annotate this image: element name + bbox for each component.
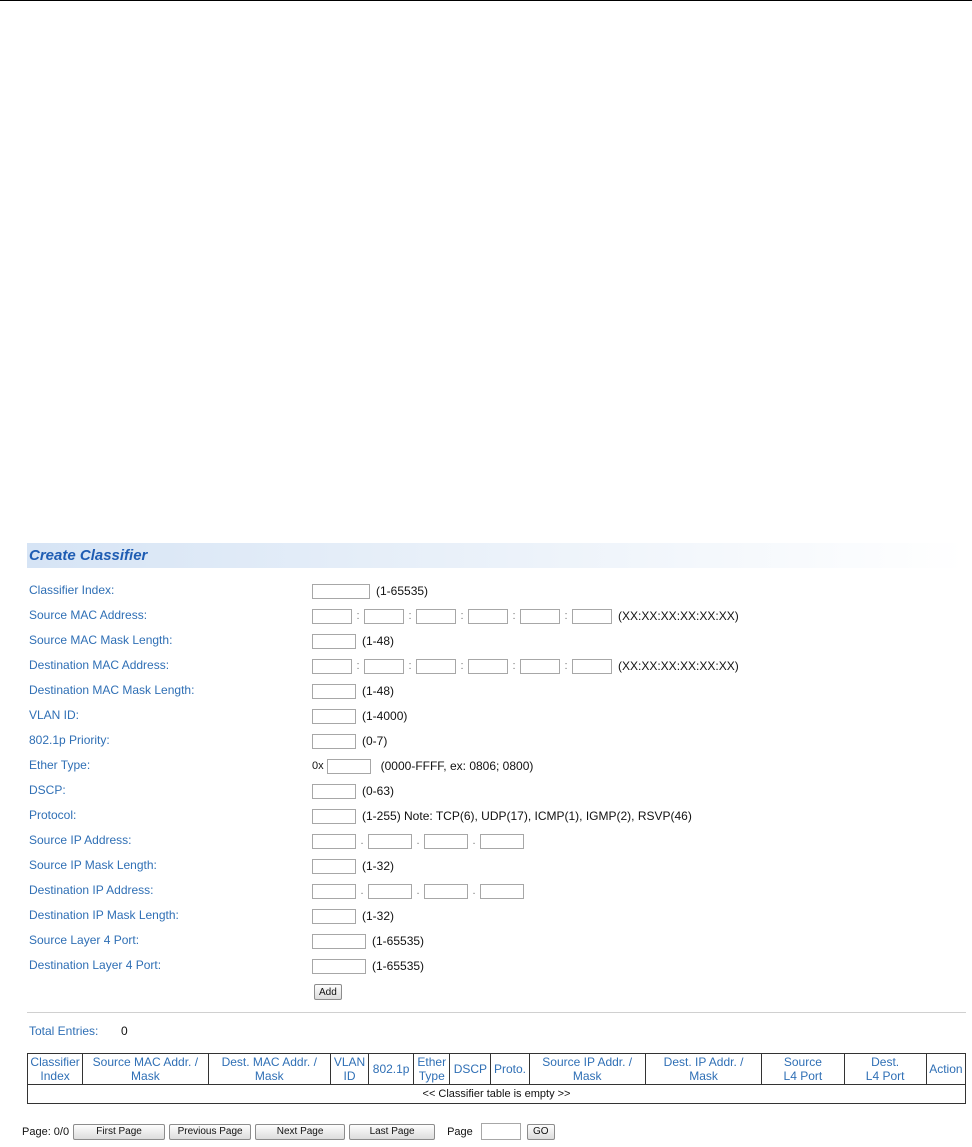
row-ether-type [0,755,972,777]
dest-ip-mask-label: Destination IP Mask Length: [29,908,179,922]
source-mac-hint: (XX:XX:XX:XX:XX:XX) [618,609,739,623]
source-mac-octet-5[interactable] [520,609,560,624]
mac-separator: : [564,610,568,622]
ip-separator: . [472,835,476,847]
ip-separator: . [416,835,420,847]
protocol-input[interactable] [312,809,356,824]
vlan-id-label: VLAN ID: [29,708,80,722]
vlan-id-input[interactable] [312,709,356,724]
source-ip-octet-3[interactable] [424,834,468,849]
source-mac-octet-4[interactable] [468,609,508,624]
dscp-label: DSCP: [29,783,66,797]
section-header [27,543,966,568]
col-vlan-id: VLAN ID [330,1054,368,1085]
dscp-input[interactable] [312,784,356,799]
row-source-l4-port [0,930,972,952]
mac-separator: : [460,660,464,672]
dest-ip-mask-input[interactable] [312,909,356,924]
ip-separator: . [416,885,420,897]
source-ip-mask-input[interactable] [312,859,356,874]
col-ether-type: Ether Type [414,1054,450,1085]
col-dest-ip: Dest. IP Addr. / Mask [645,1054,761,1085]
mac-separator: : [356,610,360,622]
mac-separator: : [356,660,360,672]
ip-separator: . [472,885,476,897]
previous-page-button[interactable]: Previous Page [169,1124,251,1140]
dest-ip-octet-3[interactable] [424,884,468,899]
source-mac-label: Source MAC Address: [29,608,148,622]
mac-separator: : [408,610,412,622]
dest-mac-octet-2[interactable] [364,659,404,674]
go-button[interactable]: GO [527,1124,555,1140]
source-mac-mask-input[interactable] [312,634,356,649]
table-row [28,1085,966,1104]
page-info: Page: 0/0 [22,1125,70,1138]
dest-ip-octet-2[interactable] [368,884,412,899]
page-label: Page [447,1125,473,1138]
row-dest-l4-port [0,955,972,977]
source-ip-octet-4[interactable] [480,834,524,849]
mac-separator: : [512,660,516,672]
dest-mac-octet-1[interactable] [312,659,352,674]
ip-separator: . [360,885,364,897]
source-l4-port-input[interactable] [312,934,366,949]
classifier-index-hint: (1-65535) [376,584,429,598]
ether-type-label: Ether Type: [29,758,91,772]
mac-separator: : [564,660,568,672]
col-dscp: DSCP [450,1054,491,1085]
total-entries-value: 0 [121,1024,128,1038]
dest-ip-octet-1[interactable] [312,884,356,899]
row-vlan-id [0,705,972,727]
section-divider [27,1012,966,1013]
first-page-button[interactable]: First Page [73,1124,165,1140]
col-dest-mac: Dest. MAC Addr. / Mask [208,1054,330,1085]
dest-ip-octet-4[interactable] [480,884,524,899]
dest-mac-label: Destination MAC Address: [29,658,170,672]
dest-l4-port-label: Destination Layer 4 Port: [29,958,162,972]
source-l4-port-hint: (1-65535) [372,934,425,948]
classifier-index-label: Classifier Index: [29,583,115,597]
source-ip-mask-hint: (1-32) [362,859,395,873]
source-ip-mask-label: Source IP Mask Length: [29,858,157,872]
dest-mac-octet-4[interactable] [468,659,508,674]
ip-separator: . [360,835,364,847]
row-protocol [0,805,972,827]
source-mac-mask-hint: (1-48) [362,634,395,648]
pagination-bar [22,1123,555,1140]
protocol-hint: (1-255) Note: TCP(6), UDP(17), ICMP(1), IGMP(2), RSVP(46) [362,809,692,823]
dest-mac-mask-hint: (1-48) [362,684,395,698]
col-8021p: 802.1p [369,1054,414,1085]
ether-type-hint: (0000-FFFF, ex: 0806; 0800) [380,759,534,773]
row-priority [0,730,972,752]
priority-input[interactable] [312,734,356,749]
dest-ip-mask-hint: (1-32) [362,909,395,923]
dscp-hint: (0-63) [362,784,395,798]
source-ip-label: Source IP Address: [29,833,132,847]
source-ip-octet-2[interactable] [368,834,412,849]
row-source-mac-mask [0,630,972,652]
mac-separator: : [512,610,516,622]
empty-table-message: << Classifier table is empty >> [28,1085,966,1104]
source-mac-mask-label: Source MAC Mask Length: [29,633,173,647]
row-dest-mac-mask [0,680,972,702]
row-source-ip [0,830,972,852]
dest-mac-mask-input[interactable] [312,684,356,699]
section-title: Create Classifier [29,547,148,564]
source-mac-octet-6[interactable] [572,609,612,624]
classifier-index-input[interactable] [312,584,370,599]
dest-mac-hint: (XX:XX:XX:XX:XX:XX) [618,659,739,673]
col-source-mac: Source MAC Addr. / Mask [83,1054,208,1085]
row-dest-ip-mask [0,905,972,927]
dest-l4-port-input[interactable] [312,959,366,974]
row-classifier-index [0,580,972,602]
top-border-line [0,0,972,1]
row-source-mac [0,605,972,627]
add-button[interactable]: Add [314,984,342,1000]
hex-prefix: 0x [312,760,324,772]
total-entries-label: Total Entries: [29,1024,99,1038]
source-ip-octet-1[interactable] [312,834,356,849]
dest-mac-octet-3[interactable] [416,659,456,674]
priority-label: 802.1p Priority: [29,733,110,747]
source-l4-port-label: Source Layer 4 Port: [29,933,140,947]
mac-separator: : [460,610,464,622]
dest-ip-label: Destination IP Address: [29,883,154,897]
source-mac-octet-3[interactable] [416,609,456,624]
dest-l4-port-hint: (1-65535) [372,959,425,973]
dest-mac-octet-5[interactable] [520,659,560,674]
source-mac-octet-1[interactable] [312,609,352,624]
last-page-button[interactable]: Last Page [349,1124,435,1140]
priority-hint: (0-7) [362,734,388,748]
ether-type-input[interactable] [327,759,371,774]
col-action: Action [926,1054,965,1085]
col-classifier-index: Classifier Index [28,1054,83,1085]
col-proto: Proto. [491,1054,529,1085]
page-number-input[interactable] [481,1123,521,1140]
row-source-ip-mask [0,855,972,877]
dest-mac-octet-6[interactable] [572,659,612,674]
row-dest-ip [0,880,972,902]
vlan-id-hint: (1-4000) [362,709,408,723]
row-add [0,981,972,1003]
classifier-table [27,1053,966,1104]
dest-mac-mask-label: Destination MAC Mask Length: [29,683,195,697]
table-header-row [28,1054,966,1085]
col-dest-l4-port: Dest. L4 Port [844,1054,926,1085]
next-page-button[interactable]: Next Page [255,1124,345,1140]
source-mac-octet-2[interactable] [364,609,404,624]
row-dest-mac [0,655,972,677]
col-source-l4-port: Source L4 Port [762,1054,844,1085]
protocol-label: Protocol: [29,808,77,822]
row-dscp [0,780,972,802]
mac-separator: : [408,660,412,672]
col-source-ip: Source IP Addr. / Mask [529,1054,645,1085]
